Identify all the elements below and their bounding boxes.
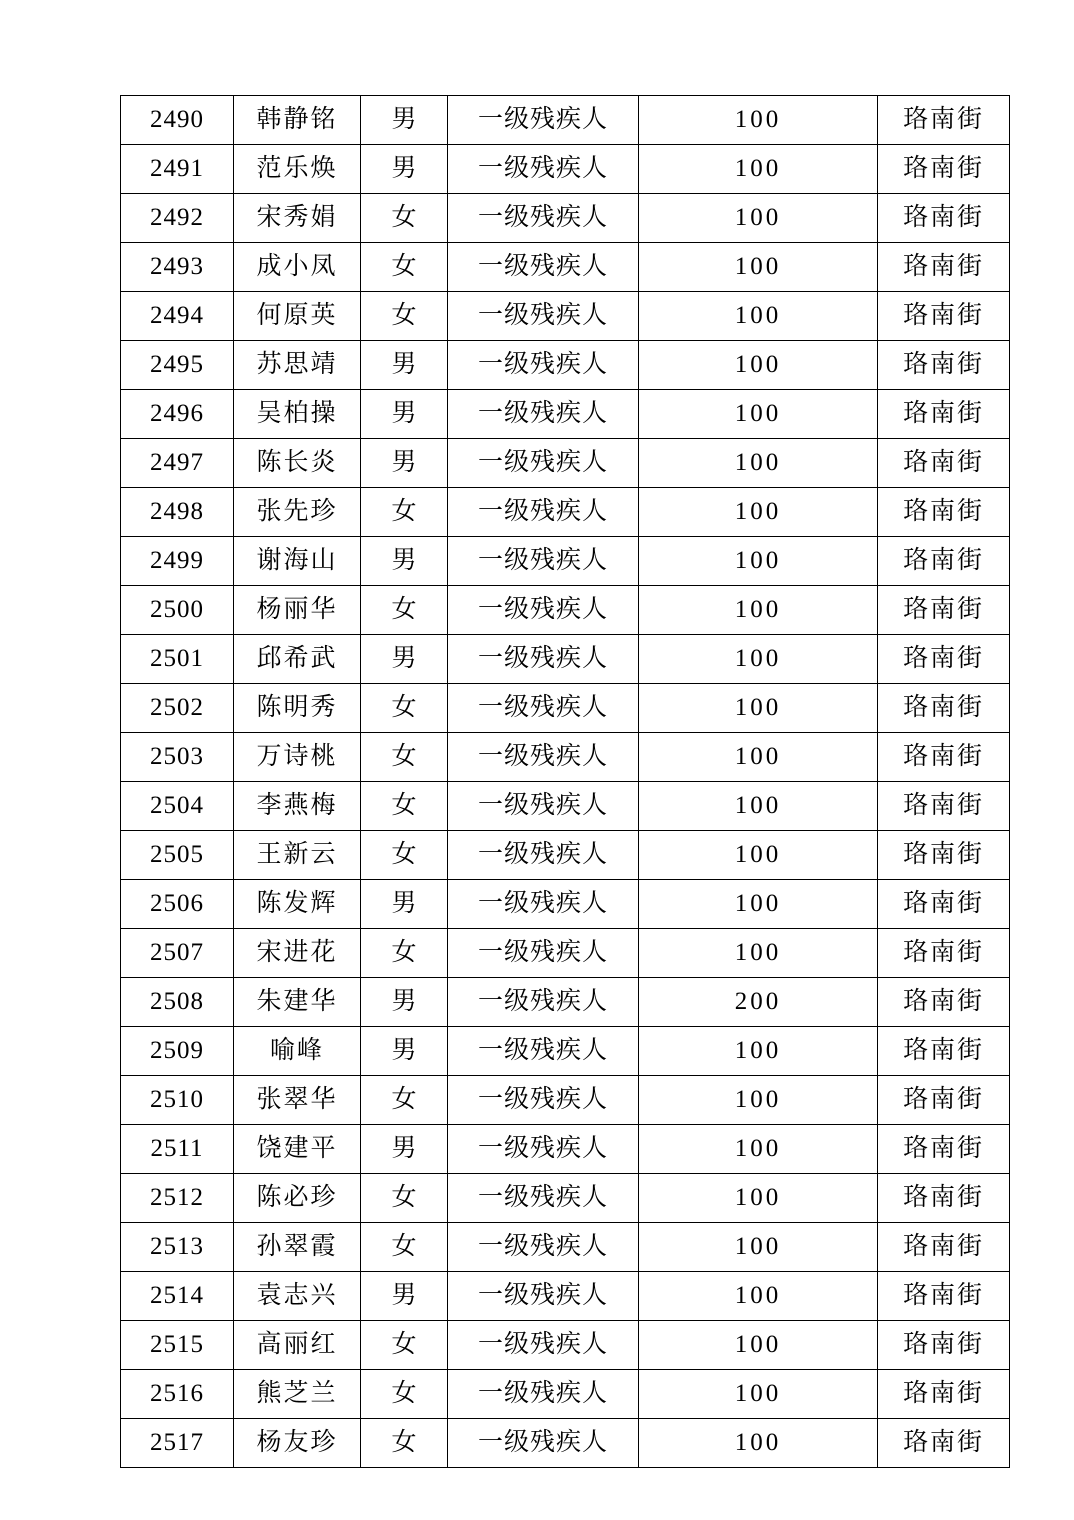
cell-street: 珞南街 <box>878 831 1010 880</box>
cell-street: 珞南街 <box>878 439 1010 488</box>
table-row <box>121 439 1010 488</box>
cell-name: 熊芝兰 <box>234 1370 361 1419</box>
cell-name: 孙翠霞 <box>234 1223 361 1272</box>
cell-name: 喻峰 <box>234 1027 361 1076</box>
cell-gender: 女 <box>361 733 448 782</box>
table-row <box>121 1174 1010 1223</box>
cell-name: 陈必珍 <box>234 1174 361 1223</box>
table-row <box>121 733 1010 782</box>
cell-category: 一级残疾人 <box>448 1321 639 1370</box>
cell-gender: 男 <box>361 635 448 684</box>
cell-amount: 100 <box>639 1027 878 1076</box>
cell-gender: 女 <box>361 1419 448 1468</box>
cell-sequence-number: 2509 <box>121 1027 234 1076</box>
cell-sequence-number: 2495 <box>121 341 234 390</box>
cell-category: 一级残疾人 <box>448 96 639 145</box>
cell-name: 邱希武 <box>234 635 361 684</box>
beneficiary-roster-table <box>120 95 1010 1468</box>
cell-category: 一级残疾人 <box>448 929 639 978</box>
cell-name: 杨友珍 <box>234 1419 361 1468</box>
cell-street: 珞南街 <box>878 488 1010 537</box>
cell-street: 珞南街 <box>878 880 1010 929</box>
cell-sequence-number: 2493 <box>121 243 234 292</box>
cell-gender: 男 <box>361 145 448 194</box>
cell-category: 一级残疾人 <box>448 733 639 782</box>
cell-name: 陈长炎 <box>234 439 361 488</box>
cell-gender: 女 <box>361 782 448 831</box>
cell-street: 珞南街 <box>878 1125 1010 1174</box>
cell-name: 吴柏操 <box>234 390 361 439</box>
cell-sequence-number: 2513 <box>121 1223 234 1272</box>
cell-category: 一级残疾人 <box>448 439 639 488</box>
cell-amount: 100 <box>639 145 878 194</box>
cell-sequence-number: 2501 <box>121 635 234 684</box>
cell-street: 珞南街 <box>878 390 1010 439</box>
cell-sequence-number: 2511 <box>121 1125 234 1174</box>
cell-street: 珞南街 <box>878 1272 1010 1321</box>
cell-street: 珞南街 <box>878 145 1010 194</box>
cell-amount: 100 <box>639 1125 878 1174</box>
cell-name: 宋秀娟 <box>234 194 361 243</box>
cell-category: 一级残疾人 <box>448 782 639 831</box>
table-row <box>121 96 1010 145</box>
table-row <box>121 684 1010 733</box>
cell-street: 珞南街 <box>878 978 1010 1027</box>
cell-gender: 女 <box>361 1370 448 1419</box>
cell-amount: 100 <box>639 96 878 145</box>
cell-amount: 100 <box>639 831 878 880</box>
cell-street: 珞南街 <box>878 194 1010 243</box>
cell-street: 珞南街 <box>878 929 1010 978</box>
table-row <box>121 194 1010 243</box>
cell-sequence-number: 2491 <box>121 145 234 194</box>
cell-street: 珞南街 <box>878 1321 1010 1370</box>
cell-amount: 100 <box>639 635 878 684</box>
cell-gender: 男 <box>361 1027 448 1076</box>
table-row <box>121 1419 1010 1468</box>
cell-name: 高丽红 <box>234 1321 361 1370</box>
cell-amount: 100 <box>639 1272 878 1321</box>
cell-amount: 100 <box>639 390 878 439</box>
cell-amount: 100 <box>639 684 878 733</box>
cell-amount: 100 <box>639 880 878 929</box>
cell-amount: 100 <box>639 782 878 831</box>
cell-gender: 女 <box>361 1076 448 1125</box>
cell-gender: 女 <box>361 292 448 341</box>
table-row <box>121 537 1010 586</box>
cell-street: 珞南街 <box>878 243 1010 292</box>
cell-sequence-number: 2510 <box>121 1076 234 1125</box>
cell-category: 一级残疾人 <box>448 1419 639 1468</box>
cell-sequence-number: 2502 <box>121 684 234 733</box>
cell-name: 李燕梅 <box>234 782 361 831</box>
cell-amount: 200 <box>639 978 878 1027</box>
cell-sequence-number: 2497 <box>121 439 234 488</box>
table-row <box>121 488 1010 537</box>
cell-category: 一级残疾人 <box>448 880 639 929</box>
cell-amount: 100 <box>639 1223 878 1272</box>
cell-gender: 女 <box>361 1223 448 1272</box>
table-body <box>121 96 1010 1468</box>
cell-amount: 100 <box>639 243 878 292</box>
cell-category: 一级残疾人 <box>448 831 639 880</box>
table-row <box>121 929 1010 978</box>
cell-name: 范乐焕 <box>234 145 361 194</box>
cell-sequence-number: 2505 <box>121 831 234 880</box>
cell-name: 杨丽华 <box>234 586 361 635</box>
table-row <box>121 1370 1010 1419</box>
cell-name: 张先珍 <box>234 488 361 537</box>
cell-category: 一级残疾人 <box>448 1027 639 1076</box>
cell-sequence-number: 2515 <box>121 1321 234 1370</box>
cell-gender: 女 <box>361 1321 448 1370</box>
cell-street: 珞南街 <box>878 1223 1010 1272</box>
cell-sequence-number: 2492 <box>121 194 234 243</box>
cell-category: 一级残疾人 <box>448 1076 639 1125</box>
cell-category: 一级残疾人 <box>448 537 639 586</box>
cell-category: 一级残疾人 <box>448 635 639 684</box>
cell-sequence-number: 2499 <box>121 537 234 586</box>
cell-amount: 100 <box>639 929 878 978</box>
cell-sequence-number: 2503 <box>121 733 234 782</box>
cell-street: 珞南街 <box>878 1027 1010 1076</box>
cell-street: 珞南街 <box>878 341 1010 390</box>
cell-name: 何原英 <box>234 292 361 341</box>
table-row <box>121 1027 1010 1076</box>
cell-sequence-number: 2498 <box>121 488 234 537</box>
cell-street: 珞南街 <box>878 635 1010 684</box>
cell-sequence-number: 2496 <box>121 390 234 439</box>
cell-gender: 女 <box>361 243 448 292</box>
cell-sequence-number: 2516 <box>121 1370 234 1419</box>
cell-gender: 男 <box>361 96 448 145</box>
cell-name: 万诗桃 <box>234 733 361 782</box>
table-row <box>121 341 1010 390</box>
cell-gender: 女 <box>361 684 448 733</box>
cell-sequence-number: 2500 <box>121 586 234 635</box>
cell-street: 珞南街 <box>878 292 1010 341</box>
cell-amount: 100 <box>639 194 878 243</box>
cell-category: 一级残疾人 <box>448 978 639 1027</box>
cell-amount: 100 <box>639 488 878 537</box>
cell-amount: 100 <box>639 439 878 488</box>
cell-category: 一级残疾人 <box>448 1272 639 1321</box>
cell-category: 一级残疾人 <box>448 1370 639 1419</box>
table-row <box>121 390 1010 439</box>
cell-amount: 100 <box>639 292 878 341</box>
table-row <box>121 243 1010 292</box>
cell-gender: 男 <box>361 880 448 929</box>
cell-sequence-number: 2507 <box>121 929 234 978</box>
cell-category: 一级残疾人 <box>448 1223 639 1272</box>
cell-street: 珞南街 <box>878 586 1010 635</box>
cell-category: 一级残疾人 <box>448 341 639 390</box>
cell-gender: 男 <box>361 537 448 586</box>
cell-gender: 女 <box>361 586 448 635</box>
table-row <box>121 1272 1010 1321</box>
cell-street: 珞南街 <box>878 733 1010 782</box>
cell-street: 珞南街 <box>878 1370 1010 1419</box>
cell-name: 谢海山 <box>234 537 361 586</box>
cell-name: 王新云 <box>234 831 361 880</box>
cell-amount: 100 <box>639 1419 878 1468</box>
cell-gender: 男 <box>361 978 448 1027</box>
cell-category: 一级残疾人 <box>448 292 639 341</box>
cell-street: 珞南街 <box>878 96 1010 145</box>
cell-amount: 100 <box>639 1174 878 1223</box>
cell-street: 珞南街 <box>878 684 1010 733</box>
cell-name: 韩静铭 <box>234 96 361 145</box>
table-row <box>121 880 1010 929</box>
table-row <box>121 292 1010 341</box>
cell-street: 珞南街 <box>878 1174 1010 1223</box>
cell-category: 一级残疾人 <box>448 684 639 733</box>
cell-category: 一级残疾人 <box>448 390 639 439</box>
cell-category: 一级残疾人 <box>448 194 639 243</box>
cell-name: 张翠华 <box>234 1076 361 1125</box>
cell-name: 陈发辉 <box>234 880 361 929</box>
cell-sequence-number: 2504 <box>121 782 234 831</box>
cell-name: 朱建华 <box>234 978 361 1027</box>
table-row <box>121 145 1010 194</box>
cell-gender: 女 <box>361 1174 448 1223</box>
cell-category: 一级残疾人 <box>448 586 639 635</box>
cell-gender: 男 <box>361 390 448 439</box>
cell-street: 珞南街 <box>878 782 1010 831</box>
cell-amount: 100 <box>639 1076 878 1125</box>
table-row <box>121 1076 1010 1125</box>
cell-street: 珞南街 <box>878 1076 1010 1125</box>
cell-name: 袁志兴 <box>234 1272 361 1321</box>
cell-category: 一级残疾人 <box>448 1174 639 1223</box>
cell-amount: 100 <box>639 341 878 390</box>
cell-gender: 女 <box>361 194 448 243</box>
cell-amount: 100 <box>639 1370 878 1419</box>
table-row <box>121 1223 1010 1272</box>
cell-name: 饶建平 <box>234 1125 361 1174</box>
cell-sequence-number: 2508 <box>121 978 234 1027</box>
table-row <box>121 831 1010 880</box>
cell-gender: 女 <box>361 929 448 978</box>
cell-category: 一级残疾人 <box>448 488 639 537</box>
table-row <box>121 782 1010 831</box>
cell-street: 珞南街 <box>878 537 1010 586</box>
cell-category: 一级残疾人 <box>448 1125 639 1174</box>
cell-name: 成小凤 <box>234 243 361 292</box>
cell-category: 一级残疾人 <box>448 145 639 194</box>
cell-sequence-number: 2514 <box>121 1272 234 1321</box>
cell-gender: 男 <box>361 341 448 390</box>
cell-category: 一级残疾人 <box>448 243 639 292</box>
cell-name: 苏思靖 <box>234 341 361 390</box>
cell-sequence-number: 2494 <box>121 292 234 341</box>
cell-gender: 女 <box>361 488 448 537</box>
cell-gender: 男 <box>361 1125 448 1174</box>
table-row <box>121 1125 1010 1174</box>
table-row <box>121 635 1010 684</box>
cell-street: 珞南街 <box>878 1419 1010 1468</box>
cell-name: 陈明秀 <box>234 684 361 733</box>
cell-sequence-number: 2506 <box>121 880 234 929</box>
cell-sequence-number: 2512 <box>121 1174 234 1223</box>
cell-name: 宋进花 <box>234 929 361 978</box>
table-row <box>121 586 1010 635</box>
cell-sequence-number: 2517 <box>121 1419 234 1468</box>
cell-sequence-number: 2490 <box>121 96 234 145</box>
cell-amount: 100 <box>639 1321 878 1370</box>
cell-gender: 男 <box>361 439 448 488</box>
table-row <box>121 978 1010 1027</box>
table-row <box>121 1321 1010 1370</box>
cell-amount: 100 <box>639 537 878 586</box>
cell-gender: 男 <box>361 1272 448 1321</box>
cell-amount: 100 <box>639 733 878 782</box>
cell-gender: 女 <box>361 831 448 880</box>
cell-amount: 100 <box>639 586 878 635</box>
